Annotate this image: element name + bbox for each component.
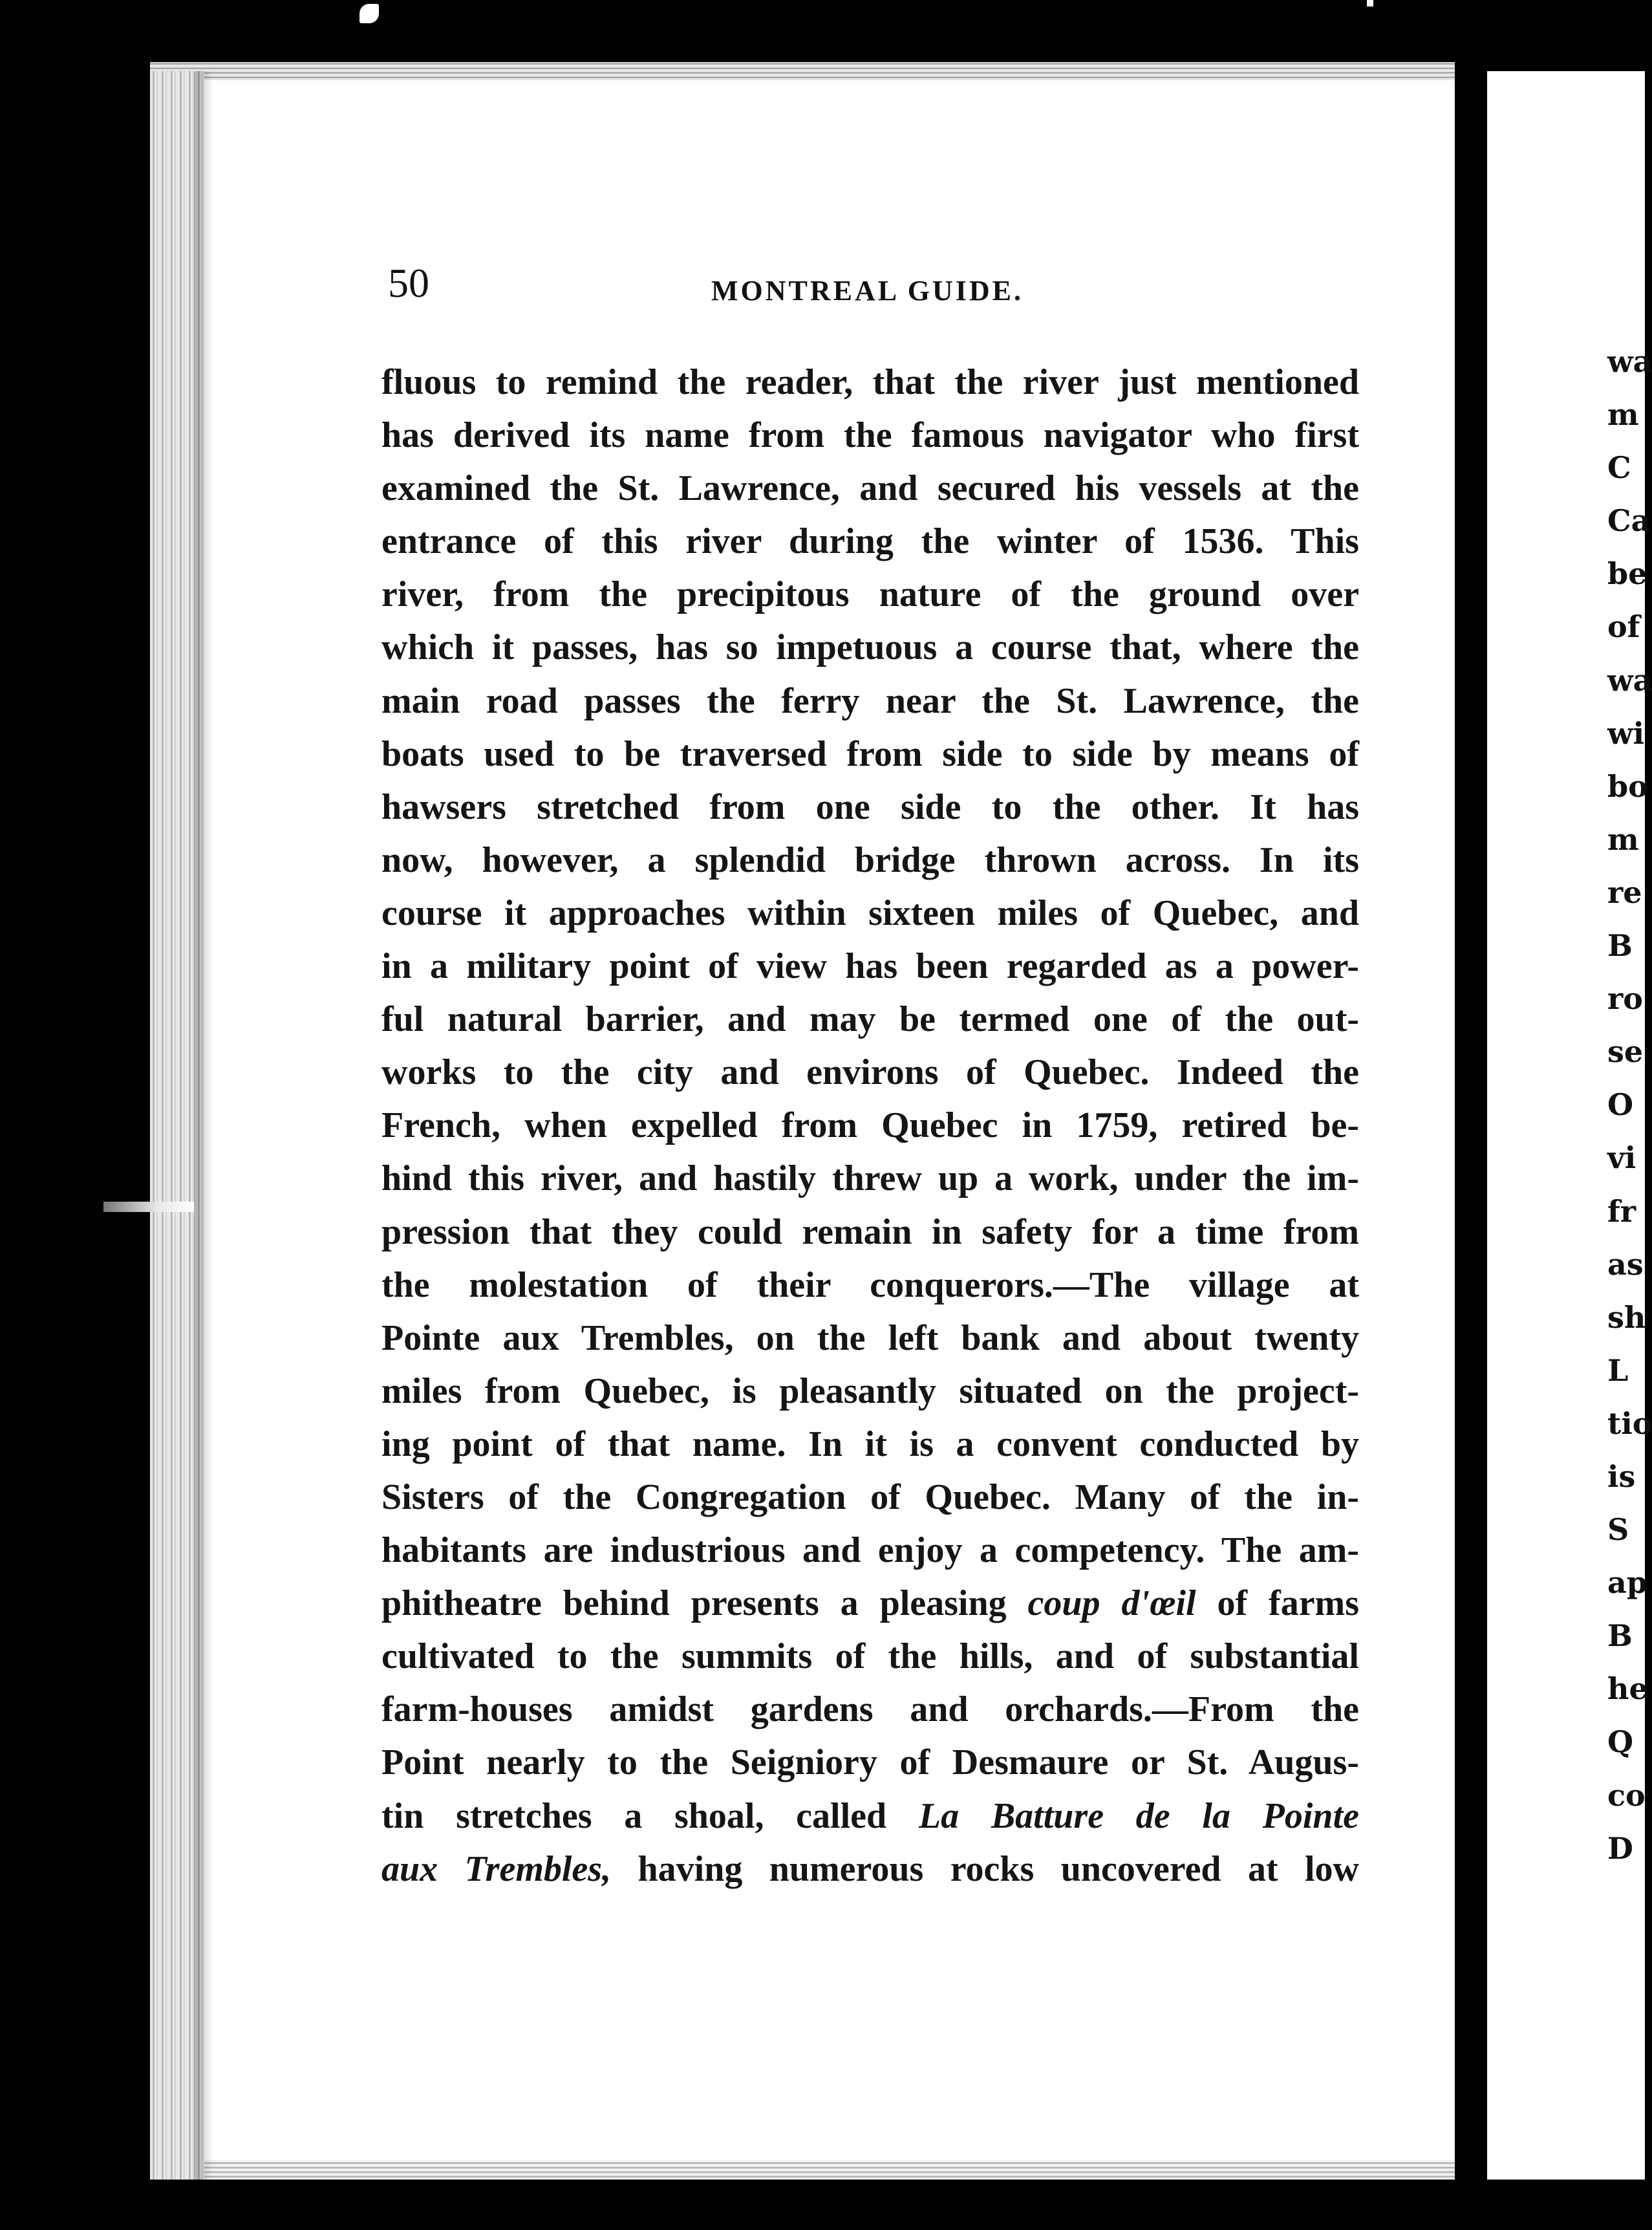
facing-line-fragment: fr — [1607, 1193, 1636, 1229]
text-segment: miles from Quebec, is pleasantly situated on the project- — [381, 1370, 1359, 1411]
text-line — [381, 1524, 1359, 1577]
text-segment: works to the city and environs of Quebec. Indeed the — [381, 1052, 1359, 1093]
facing-line-fragment: vi — [1607, 1140, 1636, 1176]
text-line — [381, 1365, 1359, 1418]
text-segment: which it passes, has so impetuous a course that, where the — [381, 627, 1359, 668]
running-head: MONTREAL GUIDE. — [711, 275, 1024, 307]
text-line — [381, 887, 1359, 940]
text-segment: entrance of this river during the winter of 1536. This — [381, 521, 1359, 562]
text-segment: ing point of that name. In it is a convent conducted by — [381, 1424, 1359, 1464]
facing-line-fragment: m — [1607, 397, 1639, 433]
text-segment: river, from the precipitous nature of the ground over — [381, 574, 1359, 615]
text-segment: Pointe aux Trembles, on the left bank and about twenty — [381, 1317, 1359, 1358]
text-segment: ful natural barrier, and may be termed one of the out- — [381, 999, 1359, 1040]
facing-line-fragment: O — [1607, 1087, 1634, 1123]
scan-artifact — [359, 4, 379, 23]
facing-line-fragment: B — [1607, 928, 1633, 964]
text-line — [381, 1206, 1359, 1259]
bookmark-ribbon — [103, 1202, 194, 1212]
text-line — [381, 1471, 1359, 1524]
text-line — [381, 568, 1359, 621]
facing-line-fragment: L — [1607, 1352, 1629, 1388]
text-segment: having numerous rocks uncovered at low — [611, 1848, 1360, 1889]
page-bottom-edge — [150, 2160, 1455, 2180]
facing-line-fragment: wi — [1607, 715, 1645, 751]
text-segment: cultivated to the summits of the hills, and of substantial — [381, 1636, 1359, 1677]
page-top-edge — [150, 62, 1455, 80]
text-line — [381, 1418, 1359, 1471]
facing-line-fragment: tio — [1607, 1405, 1652, 1441]
text-line — [381, 409, 1359, 462]
text-segment: examined the St. Lawrence, and secured his vessels at the — [381, 468, 1359, 509]
facing-line-fragment: wa — [1607, 662, 1652, 698]
italic-phrase: coup d'œil — [1027, 1583, 1196, 1624]
facing-line-fragment: he — [1607, 1671, 1648, 1707]
text-line — [381, 1577, 1359, 1630]
facing-line-fragment: sh — [1607, 1299, 1646, 1335]
facing-line-fragment: Ca — [1607, 503, 1651, 539]
italic-phrase: aux Trembles, — [381, 1848, 612, 1889]
facing-line-fragment: se — [1607, 1034, 1644, 1070]
text-segment: the molestation of their conquerors.—The village at — [381, 1264, 1359, 1305]
text-line — [381, 993, 1359, 1046]
text-line — [381, 1736, 1359, 1789]
facing-line-fragment: B — [1607, 1618, 1633, 1654]
text-line — [381, 1099, 1359, 1152]
text-line — [381, 1843, 1359, 1896]
facing-line-fragment: is — [1607, 1458, 1636, 1494]
facing-line-fragment: Q — [1607, 1724, 1634, 1760]
facing-line-fragment: S — [1607, 1512, 1629, 1548]
text-segment: Sisters of the Congregation of Quebec. Many of the in- — [381, 1477, 1359, 1517]
text-line — [381, 515, 1359, 568]
text-line — [381, 356, 1359, 409]
text-segment: phitheatre behind presents a pleasing — [381, 1583, 1028, 1624]
text-segment: main road passes the ferry near the St. Lawrence, the — [381, 680, 1359, 721]
facing-line-fragment: D — [1607, 1830, 1633, 1866]
facing-line-fragment: bo — [1607, 768, 1648, 804]
page-edge-shadow — [194, 71, 213, 2180]
text-segment: farm-houses amidst gardens and orchards.—From the — [381, 1689, 1359, 1730]
text-line — [381, 675, 1359, 728]
text-line — [381, 1683, 1359, 1736]
text-line — [381, 1046, 1359, 1099]
text-segment: course it approaches within sixteen miles of Quebec, and — [381, 893, 1359, 933]
text-line — [381, 462, 1359, 515]
facing-line-fragment: ap — [1607, 1565, 1647, 1601]
facing-line-fragment: be — [1607, 556, 1647, 592]
text-segment: hind this river, and hastily threw up a work, under the im- — [381, 1158, 1359, 1199]
facing-line-fragment: co — [1607, 1777, 1646, 1813]
facing-line-fragment: re — [1607, 874, 1642, 910]
facing-line-fragment: wa — [1607, 344, 1652, 379]
text-line — [381, 781, 1359, 834]
text-segment: French, when expelled from Quebec in 1759, retired be- — [381, 1105, 1359, 1146]
text-segment: has derived its name from the famous navigator who first — [381, 415, 1359, 456]
facing-line-fragment: C — [1607, 450, 1631, 486]
text-segment: of farms — [1196, 1583, 1359, 1624]
text-line — [381, 1630, 1359, 1683]
facing-page-text — [1607, 335, 1652, 1875]
scan-artifact-small — [1367, 0, 1373, 6]
text-line — [381, 728, 1359, 781]
text-line — [381, 1152, 1359, 1205]
facing-line-fragment: as — [1607, 1246, 1644, 1282]
text-segment: pression that they could remain in safety for a time from — [381, 1211, 1359, 1252]
text-line — [381, 834, 1359, 887]
text-line — [381, 1259, 1359, 1312]
text-segment: habitants are industrious and enjoy a competency. The am- — [381, 1530, 1359, 1571]
body-text — [381, 356, 1359, 1896]
italic-phrase: La Batture de la Pointe — [918, 1795, 1359, 1836]
text-line — [381, 1312, 1359, 1365]
page-number: 50 — [388, 260, 429, 306]
text-line — [381, 1790, 1359, 1843]
text-line — [381, 940, 1359, 993]
text-line — [381, 621, 1359, 674]
text-segment: boats used to be traversed from side to side by means of — [381, 733, 1359, 774]
facing-line-fragment: m — [1607, 821, 1639, 857]
text-segment: in a military point of view has been regarded as a power- — [381, 946, 1359, 987]
text-segment: Point nearly to the Seigniory of Desmaure or St. Augus- — [381, 1742, 1359, 1783]
text-segment: now, however, a splendid bridge thrown across. In its — [381, 839, 1359, 880]
facing-line-fragment: of — [1607, 609, 1640, 645]
text-segment: hawsers stretched from one side to the other. It has — [381, 786, 1359, 827]
facing-line-fragment: ro — [1607, 981, 1643, 1017]
text-segment: tin stretches a shoal, called — [381, 1795, 919, 1836]
text-segment: fluous to remind the reader, that the river just mentioned — [381, 362, 1359, 402]
